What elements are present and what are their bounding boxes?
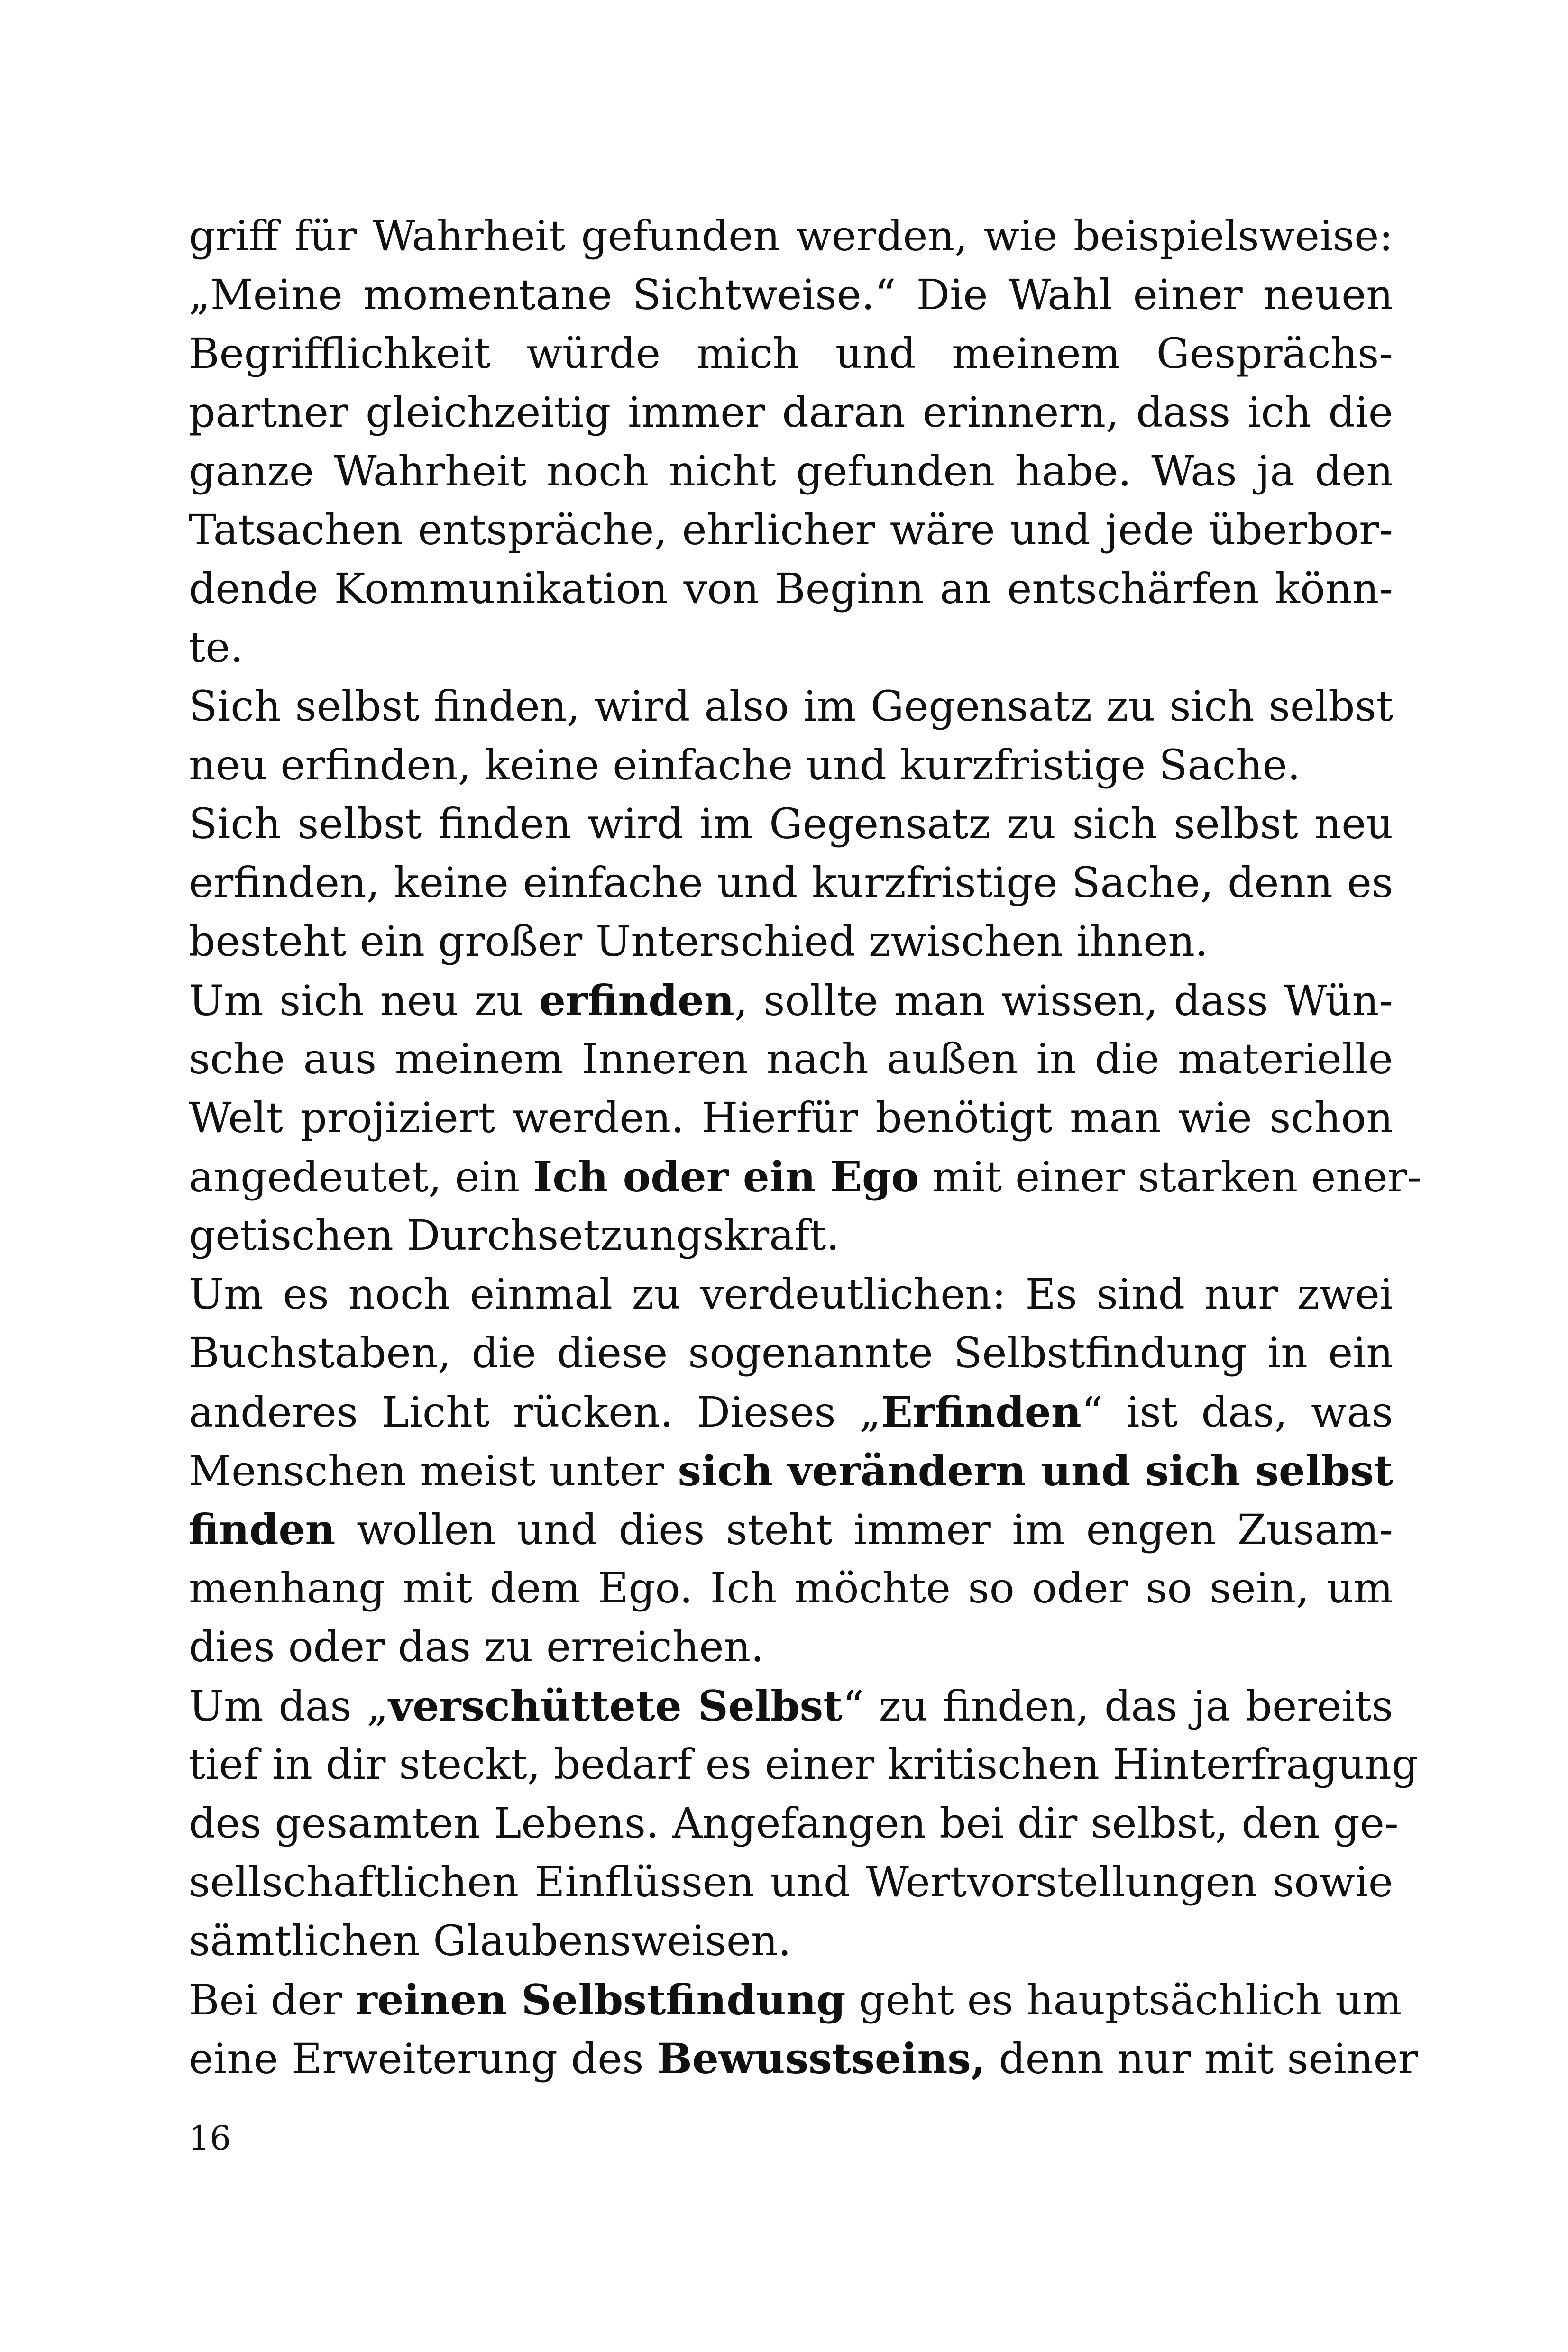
text-line [189,1735,1419,1794]
bold-text: Bewusstseins, [657,2034,986,2083]
text-run: Um sich neu zu [189,976,540,1025]
text-line [189,912,1393,971]
text-run: Menschen meist unter [189,1446,678,1495]
text-run: neu erfinden, keine einfache und kurzfristige Sache. [189,741,1301,789]
text-line [189,1559,1393,1618]
text-run: mit einer starken ener- [919,1153,1421,1201]
text-line [189,795,1393,853]
text-line [189,324,1393,383]
text-run: te. [189,623,244,672]
text-run: „Meine momentane Sichtweise.“ Die Wahl einer neuen [189,270,1393,319]
text-run: menhang mit dem Ego. Ich möchte so oder so sein, um [189,1564,1393,1612]
bold-text: reinen Selbstfindung [355,1975,846,2024]
text-line [189,1324,1393,1382]
text-run: sämtlichen Glaubensweisen. [189,1916,791,1965]
text-run: , sollte man wissen, dass Wün- [734,976,1394,1025]
text-run: Buchstaben, die diese sogenannte Selbstfindung in ein [189,1328,1393,1377]
text-run: “ zu finden, das ja bereits [842,1682,1393,1730]
text-run: griff für Wahrheit gefunden werden, wie beispielsweise: [189,211,1393,260]
text-line [189,1441,1393,1500]
bold-text: Erfinden [880,1387,1082,1437]
text-line [189,1265,1393,1324]
text-run: tief in dir steckt, bedarf es einer kritischen Hinterfragung [189,1740,1419,1789]
text-run: dies oder das zu erreichen. [189,1622,764,1671]
text-run: eine Erweiterung des [189,2034,657,2083]
text-line [189,853,1393,912]
text-line [189,1676,1393,1735]
text-line [189,501,1393,559]
text-line [189,1147,1421,1206]
text-run: sellschaftlichen Einflüssen und Wertvorstellungen sowie [189,1858,1393,1906]
paragraph [189,1970,1418,2088]
bold-text: sich verändern und sich selbst [678,1446,1393,1495]
paragraph [189,677,1393,795]
text-run: des gesamten Lebens. Angefangen bei dir selbst, den ge- [189,1799,1399,1848]
text-run: wollen und dies steht immer im engen Zusam- [335,1505,1393,1554]
bold-text: Ich oder ein Ego [533,1152,919,1201]
text-line [189,1382,1393,1441]
text-line [189,1912,1393,1970]
text-run: dende Kommunikation von Beginn an entschärfen könn- [189,564,1393,613]
body-text [189,207,1421,2088]
text-line [189,1030,1393,1089]
text-line [189,1853,1393,1912]
text-line [189,265,1393,324]
text-run: getischen Durchsetzungskraft. [189,1211,840,1260]
paragraph [189,207,1393,677]
text-run: Tatsachen entspräche, ehrlicher wäre und jede überbor- [189,505,1393,554]
text-run: Welt projiziert werden. Hierfür benötigt man wie schon [189,1093,1393,1142]
text-line [189,442,1393,501]
bold-text: erfinden [539,976,734,1025]
text-run: denn nur mit seiner [985,2034,1418,2083]
text-run: angedeutet, ein [189,1153,533,1201]
text-line [189,207,1393,265]
text-line [189,1618,1393,1676]
text-line [189,559,1393,618]
text-line [189,1970,1402,2029]
text-run: Sich selbst finden wird im Gegensatz zu sich selbst neu [189,799,1393,848]
text-line [189,736,1393,795]
text-line [189,1794,1399,1853]
text-line [189,2029,1418,2088]
text-run: Um es noch einmal zu verdeutlichen: Es sind nur zwei [189,1270,1393,1318]
text-run: “ ist das, was [1081,1388,1394,1437]
paragraph [189,1265,1393,1676]
text-run: Bei der [189,1976,356,2024]
text-run: Begrifflichkeit würde mich und meinem Gesprächs- [189,329,1393,378]
text-run: ganze Wahrheit noch nicht gefunden habe. Was ja den [189,447,1393,495]
page-number: 16 [189,2119,231,2158]
paragraph [189,971,1421,1265]
text-run: besteht ein großer Unterschied zwischen ihnen. [189,917,1209,966]
bold-text: finden [189,1505,336,1554]
text-run: erfinden, keine einfache und kurzfristige Sache, denn es [189,858,1393,907]
text-line [189,1206,1393,1265]
text-line [189,1089,1393,1147]
text-run: partner gleichzeitig immer daran erinnern, dass ich die [189,388,1393,437]
text-line [189,677,1393,736]
text-run: geht es hauptsächlich um [845,1976,1402,2024]
text-run: Sich selbst finden, wird also im Gegensatz zu sich selbst [189,682,1393,731]
bold-text: verschüttete Selbst [388,1681,843,1730]
text-line [189,1500,1393,1559]
paragraph [189,795,1393,971]
text-line [189,971,1393,1030]
text-line [189,383,1393,442]
text-run: anderes Licht rücken. Dieses „ [189,1388,881,1437]
text-run: sche aus meinem Inneren nach außen in die materielle [189,1034,1393,1083]
paragraph [189,1676,1419,1970]
text-run: Um das „ [189,1682,389,1730]
text-line [189,618,1393,677]
